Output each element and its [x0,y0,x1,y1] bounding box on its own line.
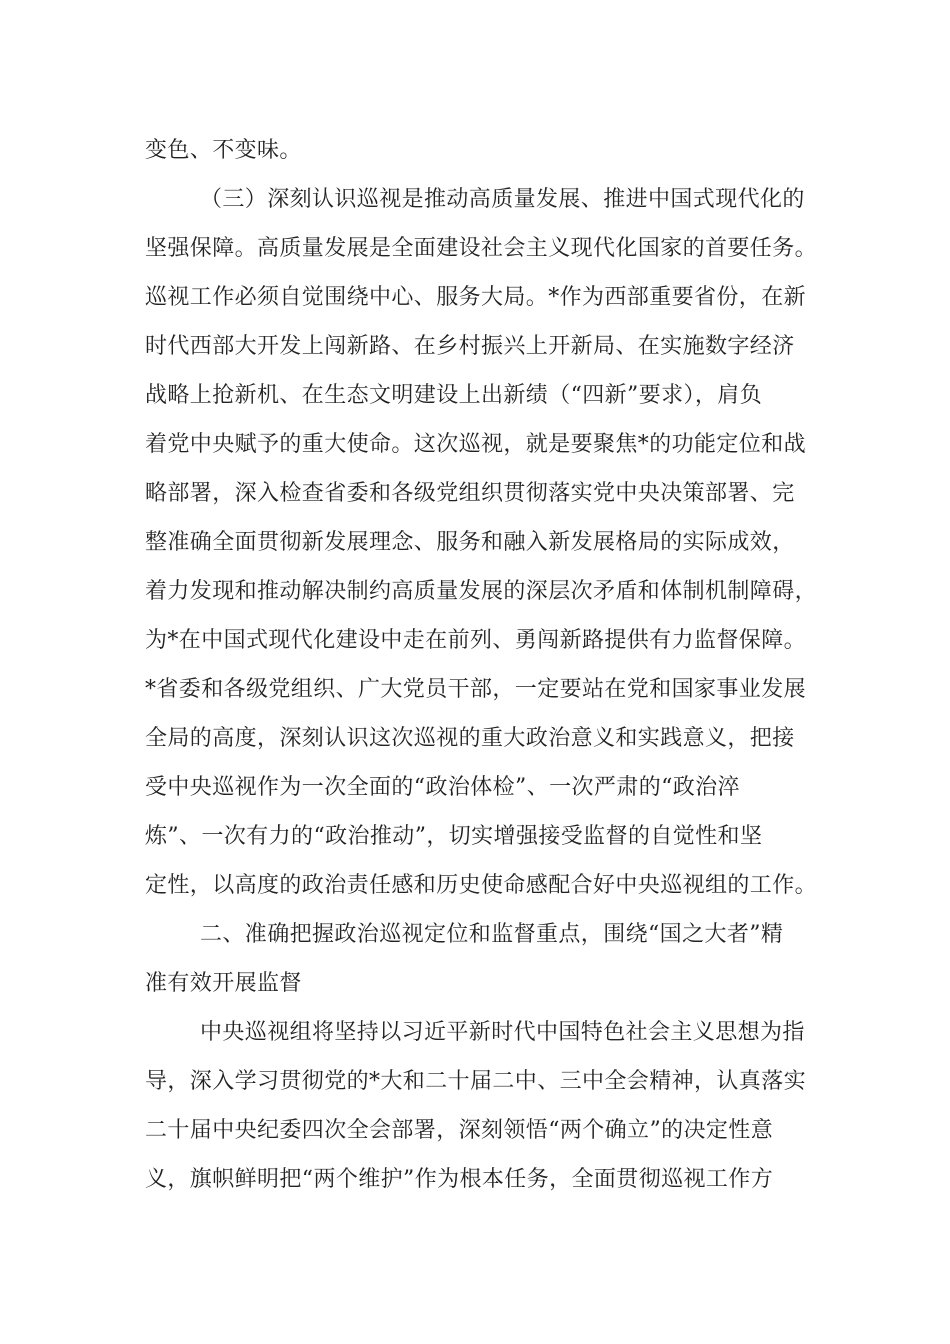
text-line: 中央巡视组将坚持以习近平新时代中国特色社会主义思想为指 [200,1020,805,1045]
section-heading: 二、准确把握政治巡视定位和监督重点，围绕“国之大者”精 [200,922,784,947]
text-line: 炼”、一次有力的“政治推动”，切实增强接受监督的自觉性和坚 [145,824,763,849]
text-line: 着力发现和推动解决制约高质量发展的深层次矛盾和体制机制障碍， [145,579,818,604]
text-line: 受中央巡视作为一次全面的“政治体检”、一次严肃的“政治淬 [145,775,740,800]
text-line: 时代西部大开发上闯新路、在乡村振兴上开新局、在实施数字经济 [145,334,795,359]
text-line: 全局的高度，深刻认识这次巡视的重大政治意义和实践意义，把接 [145,726,795,751]
text-line: 为*在中国式现代化建设中走在前列、勇闯新路提供有力监督保障。 [145,628,807,653]
text-line: 二十届中央纪委四次全会部署，深刻领悟“两个确立”的决定性意 [145,1118,774,1143]
text-line: *省委和各级党组织、广大党员干部，一定要站在党和国家事业发展 [145,677,807,702]
text-line: 坚强保障。高质量发展是全面建设社会主义现代化国家的首要任务。 [145,236,818,261]
text-line: 战略上抢新机、在生态文明建设上出新绩（“四新”要求），肩负 [145,383,763,408]
text-line: 变色、不变味。 [145,138,302,163]
section-heading: 准有效开展监督 [145,971,302,996]
text-line: 着党中央赋予的重大使命。这次巡视，就是要聚焦*的功能定位和战 [145,432,807,457]
text-line: 定性，以高度的政治责任感和历史使命感配合好中央巡视组的工作。 [145,873,818,898]
text-line: 导，深入学习贯彻党的*大和二十届二中、三中全会精神，认真落实 [145,1069,807,1094]
text-line: 整准确全面贯彻新发展理念、服务和融入新发展格局的实际成效， [145,530,795,555]
text-line: 义，旗帜鲜明把“两个维护”作为根本任务，全面贯彻巡视工作方 [145,1167,774,1192]
text-line: （三）深刻认识巡视是推动高质量发展、推进中国式现代化的 [200,187,805,212]
text-line: 巡视工作必须自觉围绕中心、服务大局。*作为西部重要省份，在新 [145,285,807,310]
text-line: 略部署，深入检查省委和各级党组织贯彻落实党中央决策部署、完 [145,481,795,506]
